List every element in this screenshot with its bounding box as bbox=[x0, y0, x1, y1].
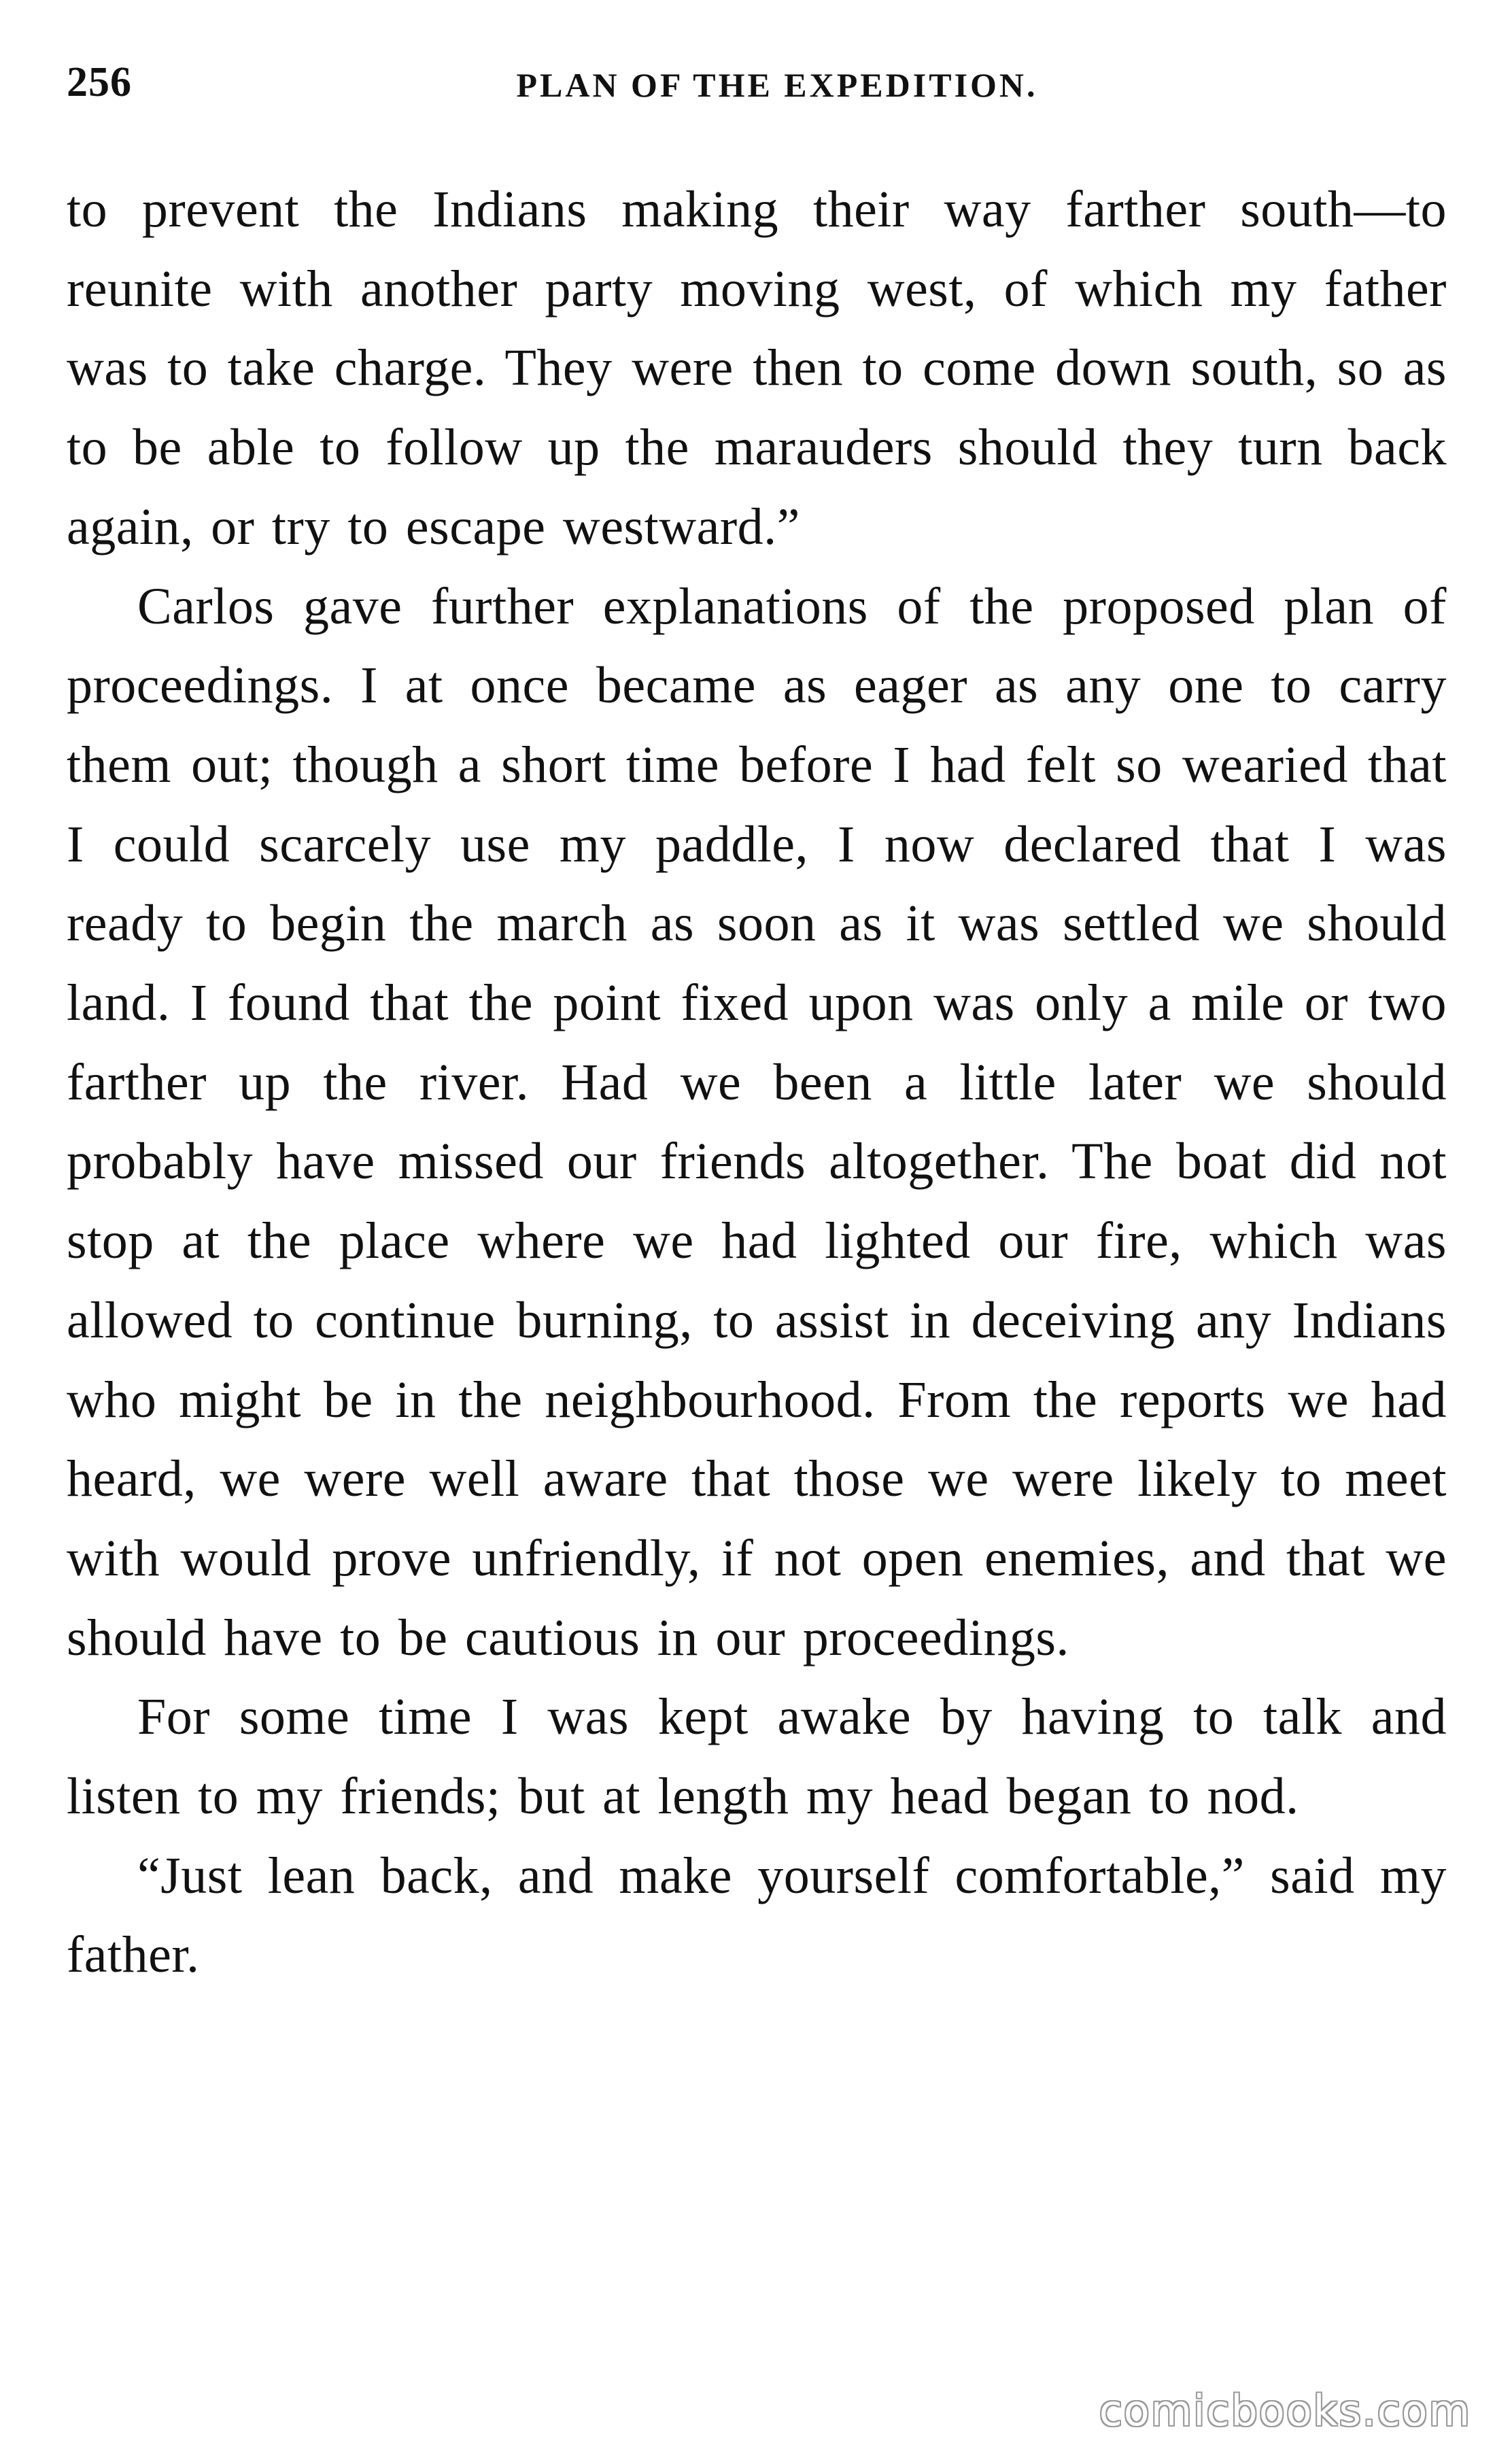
page-number: 256 bbox=[67, 59, 132, 105]
running-title: PLAN OF THE EXPEDITION. bbox=[516, 66, 1038, 104]
watermark-logo: comicbooks.com bbox=[1099, 2386, 1471, 2435]
paragraph-3: For some time I was kept awake by having to talk and listen to my friends; but at length my head began to nod. bbox=[67, 1688, 1447, 1826]
body-text bbox=[67, 170, 1447, 1995]
paragraph-4: “Just lean back, and make yourself comfortable,” said my father. bbox=[67, 1847, 1447, 1984]
running-head bbox=[67, 58, 1447, 120]
paragraph-2: Carlos gave further explanations of the proposed plan of proceedings. I at once became as eager as any one to carry them out; though a short time before I had felt so wearied that I could scarcely use my paddle, I now declared that I was ready to begin the march as soon as it was settled we should land. I found that the point fixed upon was only a mile or two farther up the river. Had we been a little later we should probably have missed our friends altogether. The boat did not stop at the place where we had lighted our fire, which was allowed to continue burning, to assist in deceiving any Indians who might be in the neighbourhood. From the reports we had heard, we were well aware that those we were likely to meet with would prove unfriendly, if not open enemies, and that we should have to be cautious in our proceedings. bbox=[67, 577, 1447, 1666]
paragraph-1: to prevent the Indians making their way farther south—to reunite with another party moving west, of which my father was to take charge. They were then to come down south, so as to be able to follow up the marauders should they turn back again, or try to escape westward.” bbox=[67, 181, 1447, 555]
